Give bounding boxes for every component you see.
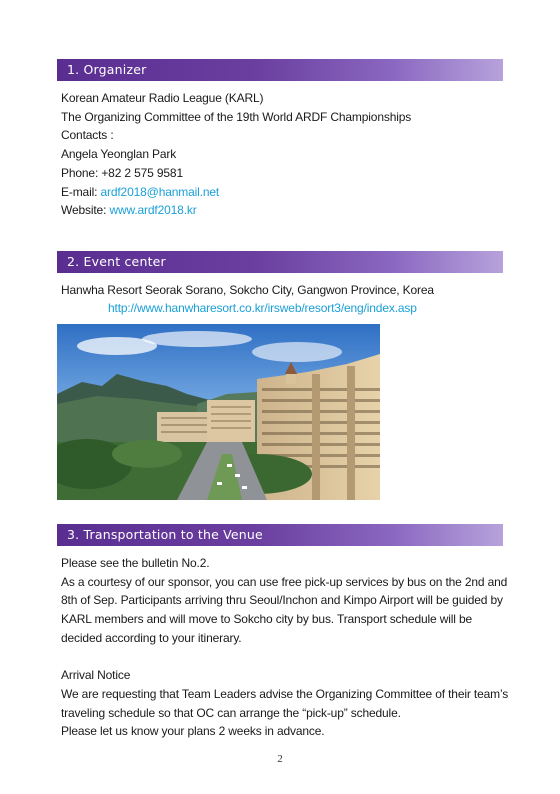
organizer-block xyxy=(61,89,411,220)
email-line xyxy=(61,183,411,202)
resort-photo xyxy=(57,324,380,500)
page-number: 2 xyxy=(277,753,283,765)
phone-number: +82 2 575 9581 xyxy=(101,165,183,180)
phone-label: Phone: xyxy=(61,165,102,180)
transportation-block xyxy=(61,554,509,741)
section-header-organizer: 1. Organizer xyxy=(57,59,503,81)
phone-line xyxy=(61,164,411,183)
organizing-committee: The Organizing Committee of the 19th World ARDF Championships xyxy=(61,109,412,124)
website-line xyxy=(61,201,411,220)
section-header-transportation: 3. Transportation to the Venue xyxy=(57,524,503,546)
website-link[interactable]: www.ardf2018.kr xyxy=(109,203,197,218)
advance-notice-line: Please let us know your plans 2 weeks in advance. xyxy=(61,724,325,739)
paragraph-spacer xyxy=(61,648,509,667)
arrival-notice-heading: Arrival Notice xyxy=(61,668,131,683)
section-header-event-center: 2. Event center xyxy=(57,251,503,273)
email-label: E-mail: xyxy=(61,184,101,199)
pickup-service-paragraph: As a courtesy of our sponsor, you can use free pick-up services by bus on the 2nd and 8th of Sep. Participants arriving thru Seoul/Inchon and Kimpo Airport will be guided by KARL members and will move to Sokcho city by bus. Transport schedule will be decided according to your itinerary. xyxy=(61,574,508,645)
resort-url-link[interactable]: http://www.hanwharesort.co.kr/irsweb/resort3/eng/index.asp xyxy=(108,301,417,315)
arrival-notice-paragraph: We are requesting that Team Leaders advise the Organizing Committee of their team’s traveling schedule so that OC can arrange the “pick-up” schedule. xyxy=(61,686,509,720)
bulletin-reference: Please see the bulletin No.2. xyxy=(61,556,210,570)
contacts-label: Contacts : xyxy=(61,128,114,143)
contact-name: Angela Yeonglan Park xyxy=(61,147,177,162)
organizer-name: Korean Amateur Radio League (KARL) xyxy=(61,91,264,105)
email-link[interactable]: ardf2018@hanmail.net xyxy=(100,184,220,199)
event-center-block xyxy=(61,281,434,300)
event-address: Hanwha Resort Seorak Sorano, Sokcho City, Gangwon Province, Korea xyxy=(61,283,434,297)
website-label: Website: xyxy=(61,203,110,218)
